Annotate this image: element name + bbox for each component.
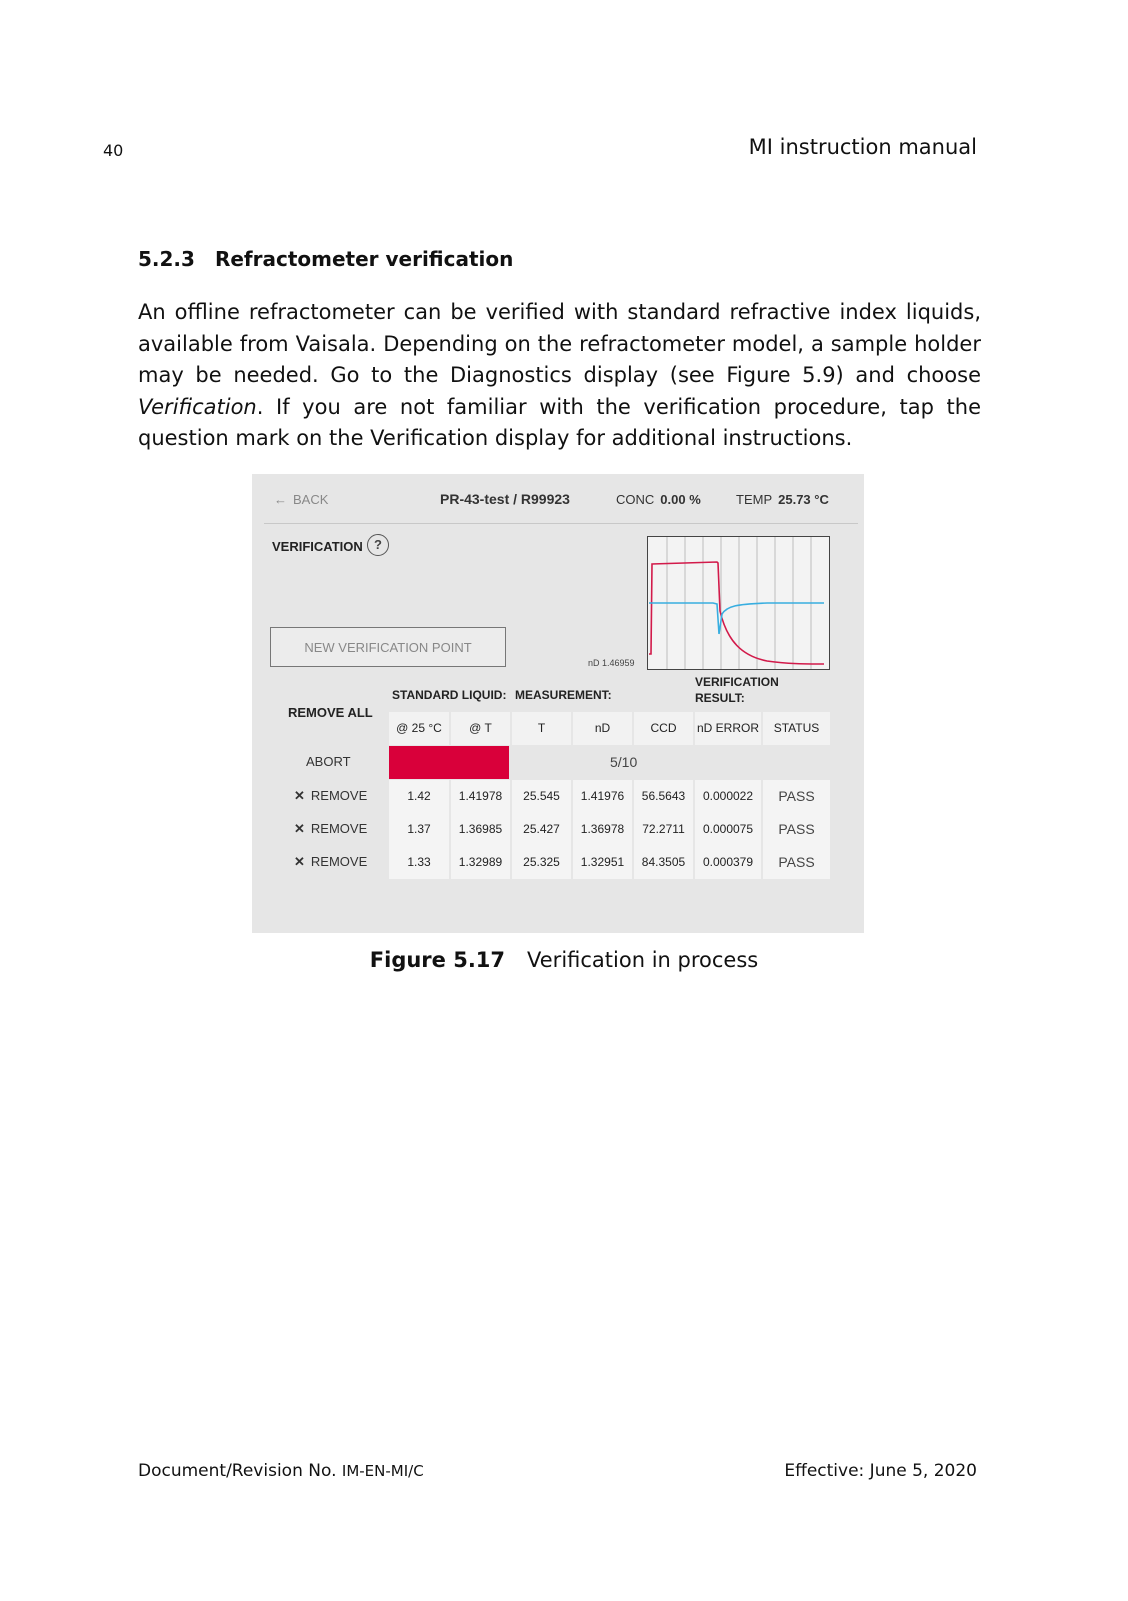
conc-value: 0.00 % bbox=[660, 492, 701, 507]
footer-document-number bbox=[138, 1461, 424, 1481]
top-bar-divider bbox=[264, 523, 858, 524]
status-cell: PASS bbox=[763, 813, 830, 846]
paragraph-part-2: . If you are not familiar with the verification procedure, tap the question mark on the Verification display for additional instructions. bbox=[138, 394, 981, 450]
table-cell: 1.36978 bbox=[573, 813, 632, 846]
temp-value: 25.73 °C bbox=[778, 492, 829, 507]
table-cell: 84.3505 bbox=[634, 846, 693, 879]
help-button[interactable] bbox=[367, 534, 389, 556]
column-header: @ T bbox=[451, 712, 510, 745]
table-cell: 25.545 bbox=[512, 780, 571, 813]
table-cell: 1.33 bbox=[389, 846, 449, 879]
remove-row-button[interactable] bbox=[294, 788, 367, 804]
status-cell: PASS bbox=[763, 846, 830, 879]
table-cell: 0.000379 bbox=[695, 846, 761, 879]
column-header: CCD bbox=[634, 712, 693, 745]
table-cell: 1.36985 bbox=[451, 813, 510, 846]
column-header: nD bbox=[573, 712, 632, 745]
back-label: BACK bbox=[293, 492, 329, 507]
abort-button[interactable]: ABORT bbox=[306, 754, 351, 769]
x-icon: ✕ bbox=[294, 854, 305, 869]
table-cell: 0.000075 bbox=[695, 813, 761, 846]
page-number: 40 bbox=[103, 141, 124, 160]
progress-text: 5/10 bbox=[610, 754, 638, 770]
remove-row-button[interactable] bbox=[294, 854, 367, 870]
temperature-readout bbox=[736, 492, 829, 507]
table-cell: 1.41976 bbox=[573, 780, 632, 813]
table-cell: 1.42 bbox=[389, 780, 449, 813]
status-cell: PASS bbox=[763, 780, 830, 813]
paragraph-part-1: An offline refractometer can be verified with standard refractive index liquids, available from Vaisala. Depending on the refractometer model, a sample holder may be needed. Go to the Diagnostics display (see Figure 5.9) and choose bbox=[138, 300, 981, 387]
back-button[interactable] bbox=[274, 492, 328, 507]
section-title: Refractometer verification bbox=[214, 247, 514, 271]
remove-label: REMOVE bbox=[310, 854, 368, 869]
body-paragraph bbox=[138, 297, 981, 455]
table-cell: 0.000022 bbox=[695, 780, 761, 813]
section-number: 5.2.3 bbox=[138, 247, 195, 271]
x-icon: ✕ bbox=[294, 788, 305, 803]
table-cell: 25.325 bbox=[512, 846, 571, 879]
top-bar bbox=[252, 474, 864, 522]
concentration-readout bbox=[616, 492, 701, 507]
table-cell: 1.41978 bbox=[451, 780, 510, 813]
verification-result-header: VERIFICATION RESULT: bbox=[695, 675, 779, 705]
section-heading bbox=[138, 247, 513, 271]
nd-readout: nD 1.46959 bbox=[588, 658, 635, 668]
x-icon: ✕ bbox=[294, 821, 305, 836]
signal-chart bbox=[647, 536, 830, 670]
table-cell: 1.32989 bbox=[451, 846, 510, 879]
column-header: nD ERROR bbox=[695, 712, 761, 745]
conc-label: CONC bbox=[616, 492, 655, 507]
remove-row-button[interactable] bbox=[294, 821, 367, 837]
question-mark-icon: ? bbox=[374, 537, 382, 552]
figure-label: Figure 5.17 bbox=[369, 948, 506, 972]
remove-label: REMOVE bbox=[310, 821, 368, 836]
remove-all-button[interactable]: REMOVE ALL bbox=[288, 705, 373, 720]
table-cell: 25.427 bbox=[512, 813, 571, 846]
table-cell: 72.2711 bbox=[634, 813, 693, 846]
arrow-left-icon: ← bbox=[274, 492, 287, 507]
column-header: T bbox=[512, 712, 571, 745]
device-name: PR-43-test / R99923 bbox=[440, 491, 570, 507]
figure-title: Verification in process bbox=[527, 948, 759, 972]
table-cell: 1.37 bbox=[389, 813, 449, 846]
column-header: STATUS bbox=[763, 712, 830, 745]
verification-progress-bar bbox=[389, 746, 629, 779]
measurement-header: MEASUREMENT: bbox=[515, 688, 612, 702]
footer-code: IM-EN-MI/C bbox=[341, 1462, 424, 1480]
verification-screenshot bbox=[252, 474, 864, 933]
figure-caption bbox=[0, 948, 1128, 972]
footer-effective-date: Effective: June 5, 2020 bbox=[784, 1461, 977, 1481]
footer-label: Document/Revision No. bbox=[138, 1461, 337, 1481]
remove-label: REMOVE bbox=[310, 788, 368, 803]
verification-title: VERIFICATION bbox=[272, 539, 363, 554]
table-cell: 56.5643 bbox=[634, 780, 693, 813]
table-cell: 1.32951 bbox=[573, 846, 632, 879]
standard-liquid-header: STANDARD LIQUID: bbox=[392, 688, 507, 702]
progress-fill bbox=[389, 746, 509, 779]
column-header: @ 25 °C bbox=[389, 712, 449, 745]
new-verification-point-button[interactable]: NEW VERIFICATION POINT bbox=[270, 627, 506, 667]
running-header: MI instruction manual bbox=[748, 135, 977, 159]
temp-label: TEMP bbox=[736, 492, 773, 507]
paragraph-emphasis: Verification bbox=[138, 394, 257, 419]
